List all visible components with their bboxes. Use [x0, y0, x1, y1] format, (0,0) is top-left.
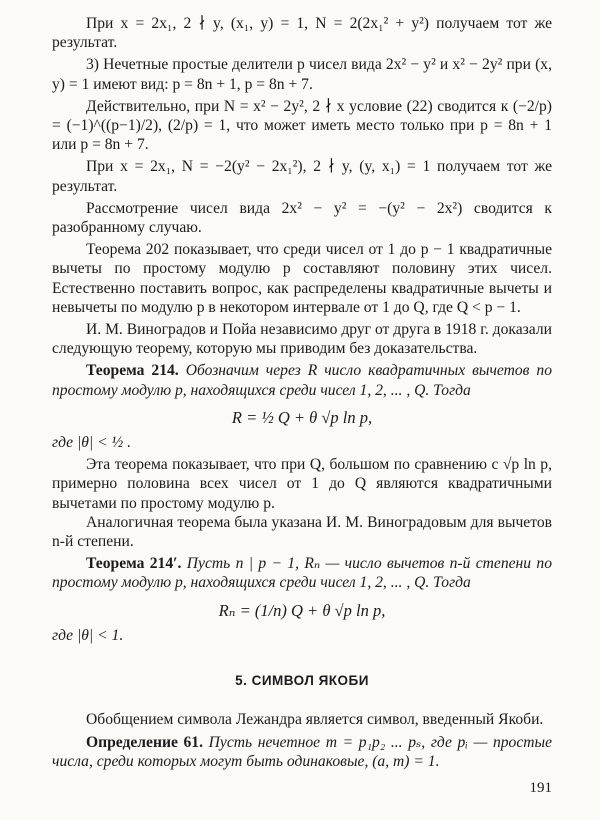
paragraph-case-x-even: При x = 2x₁, 2 ∤ y, (x₁, y) = 1, N = 2(2x₁² + y²) получаем тот же результат.	[52, 15, 552, 52]
theorem-214-heading: Теорема 214.	[86, 362, 179, 380]
formula-r-condition: где |θ| < ½ .	[52, 434, 132, 452]
theorem-214	[52, 361, 552, 399]
paragraph-analogous: Аналогичная теорема была указана И. М. Виноградовым для вычетов n-й степени.	[52, 513, 552, 551]
formula-rn-condition: где |θ| < 1.	[52, 626, 124, 644]
definition-61-heading: Определение 61.	[86, 733, 204, 751]
formula-r: R = ½ Q + θ √p ln p,	[231, 407, 373, 427]
paragraph-interpretation: Эта теорема показывает, что при Q, большом по сравнению с √p ln p, примерно половина всех чисел от 1 до Q являются квадратичными вычетами по простому модулю p.	[52, 456, 552, 512]
theorem-214-prime-heading: Теорема 214′.	[86, 555, 182, 573]
paragraph-vinogradov-polya: И. М. Виноградов и Пойа независимо друг от друга в 1918 г. доказали следующую теорему, которую мы приводим без доказательства.	[52, 321, 552, 358]
paragraph-claim-3: 3) Нечетные простые делители p чисел вида 2x² − y² и x² − 2y² при (x, y) = 1 имеют вид: p = 8n + 1, p = 8n + 7.	[52, 56, 552, 93]
paragraph-reduction: Рассмотрение чисел вида 2x² − y² = −(y² − 2x²) сводится к разобранному случаю.	[52, 199, 552, 237]
paragraph-theorem-202: Теорема 202 показывает, что среди чисел от 1 до p − 1 квадратичные вычеты по простому модулю p составляют половину этих чисел. Естественно поставить вопрос, как распределены квадратичные вычеты и невычеты по модулю p в некотором интервале от 1 до Q, где Q < p − 1.	[52, 241, 552, 316]
paragraph-jacobi-intro: Обобщением символа Лежандра является символ, введенный Якоби.	[86, 711, 544, 729]
text-column	[52, 14, 552, 771]
formula-rn: Rₙ = (1/n) Q + θ √p ln p,	[218, 600, 386, 620]
paragraph-proof: Действительно, при N = x² − 2y², 2 ∤ x условие (22) сводится к (−2/p) = (−1)^((p−1)/2), (2/p) = 1, что может иметь место только при p = 8n + 1 или p = 8n + 7.	[52, 97, 552, 154]
paragraph-case-2: При x = 2x₁, N = −2(y² − 2x₁²), 2 ∤ y, (y, x₁) = 1 получаем тот же результат.	[52, 158, 552, 195]
theorem-214-prime-statement: Пусть n | p − 1, Rₙ — число вычетов n-й степени по простому модулю p, находящихся среди чисел 1, 2, ... , Q. Тогда	[52, 555, 552, 592]
theorem-214-statement: Обозначим через R число квадратичных вычетов по простому модулю p, находящихся среди чисел 1, 2, ... , Q. Тогда	[52, 362, 553, 399]
definition-61-statement: Пусть нечетное m = p₁p₂ ... pₛ, где pᵢ — простые числа, среди которых могут быть одинаковые, (a, m) = 1.	[52, 733, 553, 770]
theorem-214-prime	[52, 554, 552, 592]
definition-61	[52, 733, 552, 771]
section-heading: 5. СИМВОЛ ЯКОБИ	[235, 673, 369, 689]
page-number: 191	[529, 779, 552, 796]
